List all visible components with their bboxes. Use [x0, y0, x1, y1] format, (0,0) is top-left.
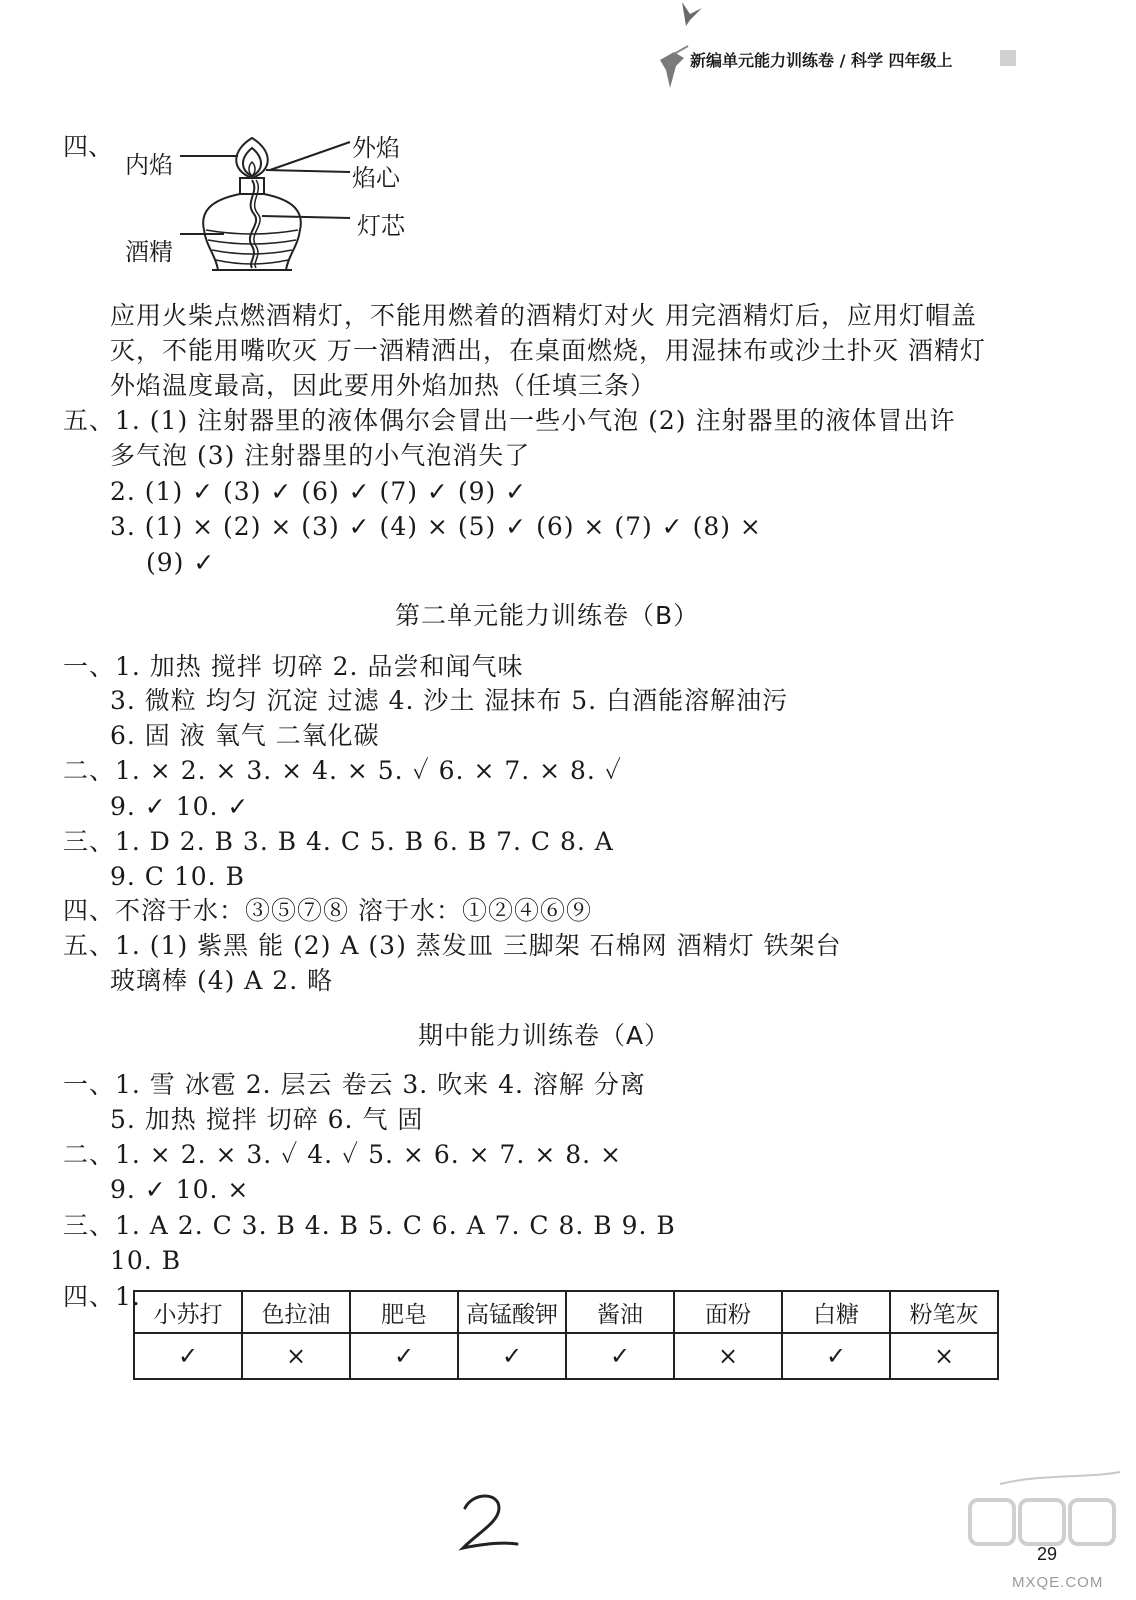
table-header-cell: 高锰酸钾	[458, 1291, 566, 1333]
label-outer-flame: 外焰	[352, 134, 400, 162]
label-inner-flame: 内焰	[125, 151, 173, 179]
label-wick: 灯芯	[357, 212, 405, 240]
section-mid-line-5: 三、1. A 2. C 3. B 4. B 5. C 6. A 7. C 8. B 9. B	[63, 1211, 676, 1240]
table-row	[134, 1333, 998, 1379]
table-header-cell: 小苏打	[134, 1291, 242, 1333]
section-b-line-4: 二、1. × 2. × 3. × 4. × 5. ✓ 6. × 7. × 8. ✓	[63, 756, 622, 785]
watermark-text: MXQE.COM	[1012, 1574, 1104, 1591]
table-cell: ✓	[782, 1333, 890, 1379]
table-cell: ×	[674, 1333, 782, 1379]
table-header-row	[134, 1291, 998, 1333]
table-header-cell: 肥皂	[350, 1291, 458, 1333]
section-b-line-5: 9. ✓ 10. ✓	[110, 792, 250, 821]
section-b-line-2: 3. 微粒 均匀 沉淀 过滤 4. 沙土 湿抹布 5. 白酒能溶解油污	[110, 686, 789, 715]
section-mid-line-3: 二、1. × 2. × 3. ✓ 4. ✓ 5. × 6. × 7. × 8. ×	[63, 1140, 622, 1169]
section-b-line-9: 五、1. (1) 紫黑 能 (2) A (3) 蒸发皿 三脚架 石棉网 酒精灯 铁架台	[63, 931, 842, 960]
section-b-line-1: 一、1. 加热 搅拌 切碎 2. 品尝和闻气味	[63, 652, 524, 681]
diagram-heading: 四、	[63, 132, 114, 161]
alcohol-lamp-diagram	[170, 130, 360, 280]
table-cell: ✓	[458, 1333, 566, 1379]
label-flame-core: 焰心	[352, 164, 400, 192]
five-line-1: 五、1. (1) 注射器里的液体偶尔会冒出一些小气泡 (2) 注射器里的液体冒出许	[63, 406, 956, 435]
watermark-logo	[940, 1470, 1130, 1580]
section-b-line-7: 9. C 10. B	[110, 862, 245, 891]
label-alcohol: 酒精	[125, 238, 173, 266]
table-cell: ×	[242, 1333, 350, 1379]
section-mid-line-4: 9. ✓ 10. ×	[110, 1175, 250, 1204]
page-number: 29	[1037, 1544, 1058, 1564]
table-header-cell: 色拉油	[242, 1291, 350, 1333]
five-line-5: (9) ✓	[146, 548, 216, 577]
table-header-cell: 酱油	[566, 1291, 674, 1333]
section-mid-line-1: 一、1. 雪 冰雹 2. 层云 卷云 3. 吹来 4. 溶解 分离	[63, 1070, 646, 1099]
five-line-2: 多气泡 (3) 注射器里的小气泡消失了	[110, 441, 531, 470]
table-header-cell: 白糖	[782, 1291, 890, 1333]
four-line-3: 外焰温度最高，因此要用外焰加热（任填三条）	[110, 371, 657, 400]
table-header-cell: 面粉	[674, 1291, 782, 1333]
section-b-line-8: 四、不溶于水：③⑤⑦⑧ 溶于水：①②④⑥⑨	[63, 896, 592, 925]
section-mid-line-6: 10. B	[110, 1246, 182, 1275]
section-mid-four-label: 四、1.	[63, 1282, 141, 1311]
table-cell: ✓	[566, 1333, 674, 1379]
section-b-line-3: 6. 固 液 氧气 二氧化碳	[110, 721, 380, 750]
handwritten-note	[455, 1488, 525, 1558]
section-mid-title: 期中能力训练卷（A）	[418, 1021, 671, 1050]
header-text: 新编单元能力训练卷 / 科学 四年级上	[690, 51, 953, 70]
table-cell: ×	[890, 1333, 998, 1379]
five-line-3: 2. (1) ✓ (3) ✓ (6) ✓ (7) ✓ (9) ✓	[110, 477, 528, 506]
four-line-1: 应用火柴点燃酒精灯，不能用燃着的酒精灯对火 用完酒精灯后，应用灯帽盖	[110, 301, 977, 330]
table-cell: ✓	[134, 1333, 242, 1379]
section-mid-line-2: 5. 加热 搅拌 切碎 6. 气 固	[110, 1105, 424, 1134]
solubility-table	[133, 1290, 999, 1380]
four-line-2: 灭，不能用嘴吹灭 万一酒精洒出，在桌面燃烧，用湿抹布或沙土扑灭 酒精灯	[110, 336, 986, 365]
section-b-line-6: 三、1. D 2. B 3. B 4. C 5. B 6. B 7. C 8. A	[63, 827, 614, 856]
header-corner-mark	[1000, 50, 1016, 66]
five-line-4: 3. (1) × (2) × (3) ✓ (4) × (5) ✓ (6) × (7) ✓ (8) ×	[110, 512, 762, 541]
table-header-cell: 粉笔灰	[890, 1291, 998, 1333]
section-b-line-10: 玻璃棒 (4) A 2. 略	[110, 966, 334, 995]
table-cell: ✓	[350, 1333, 458, 1379]
section-b-title: 第二单元能力训练卷（B）	[395, 601, 700, 630]
